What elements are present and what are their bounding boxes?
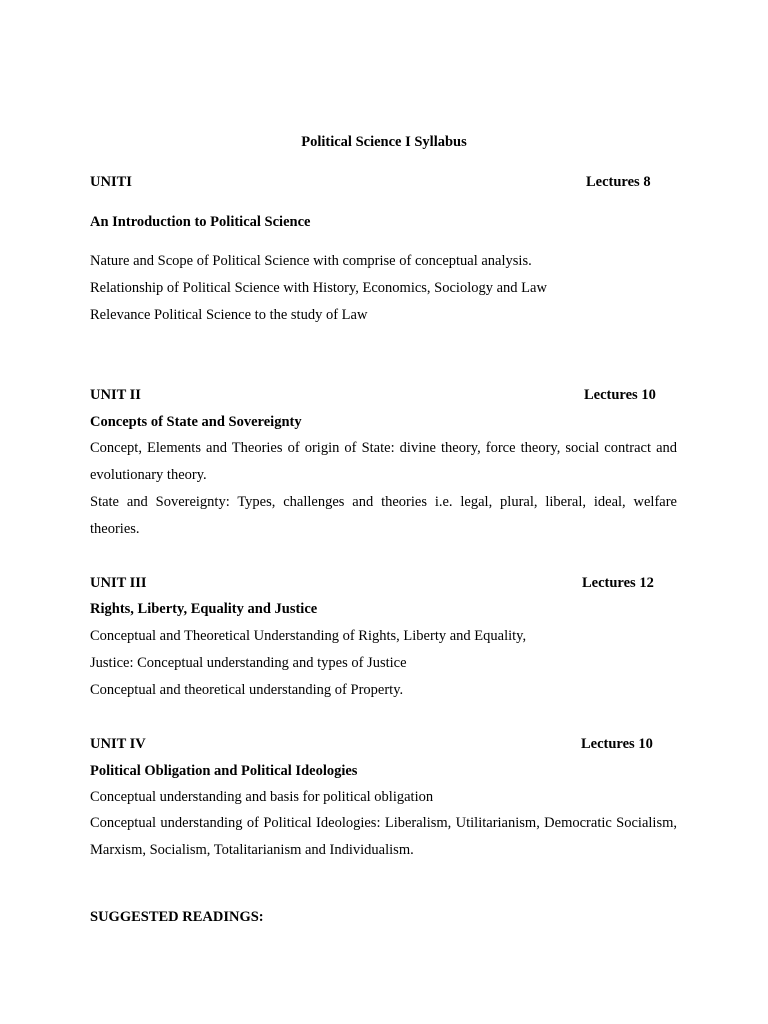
unit-4-line-1: Conceptual understanding and basis for political obligation: [90, 789, 434, 805]
unit-3-heading: Rights, Liberty, Equality and Justice: [90, 601, 318, 617]
unit-4-paragraph: Conceptual understanding of Political Ideologies: Liberalism, Utilitarianism, Democratic Socialism, Marxism, Socialism, Totalitarianism and Individualism.: [90, 815, 677, 858]
unit-4-lectures: Lectures 10: [581, 736, 653, 752]
unit-4-label: UNIT IV: [90, 736, 146, 752]
unit-1-line-3: Relevance Political Science to the study of Law: [90, 307, 368, 323]
unit-4-heading: Political Obligation and Political Ideologies: [90, 763, 358, 779]
unit-1-label: UNITI: [90, 174, 132, 190]
unit-1-lectures: Lectures 8: [586, 174, 651, 190]
unit-1-line-1: Nature and Scope of Political Science with comprise of conceptual analysis.: [90, 253, 532, 269]
unit-3-lectures: Lectures 12: [582, 575, 654, 591]
unit-2-heading: Concepts of State and Sovereignty: [90, 414, 302, 430]
unit-2-paragraph-1: Concept, Elements and Theories of origin of State: divine theory, force theory, social contract and evolutionary theory.: [90, 440, 677, 483]
unit-3-line-1: Conceptual and Theoretical Understanding of Rights, Liberty and Equality,: [90, 628, 527, 644]
document-title: Political Science I Syllabus: [301, 134, 467, 150]
unit-1-heading: An Introduction to Political Science: [90, 214, 311, 230]
unit-2-label: UNIT II: [90, 387, 141, 403]
unit-1-line-2: Relationship of Political Science with History, Economics, Sociology and Law: [90, 280, 547, 296]
unit-3-line-2: Justice: Conceptual understanding and types of Justice: [90, 655, 407, 671]
unit-2-paragraph-2: State and Sovereignty: Types, challenges and theories i.e. legal, plural, liberal, ideal, welfare theories.: [90, 494, 677, 537]
unit-2-lectures: Lectures 10: [584, 387, 656, 403]
unit-3-label: UNIT III: [90, 575, 147, 591]
unit-3-line-3: Conceptual and theoretical understanding of Property.: [90, 682, 404, 698]
suggested-readings-heading: SUGGESTED READINGS:: [90, 909, 264, 925]
